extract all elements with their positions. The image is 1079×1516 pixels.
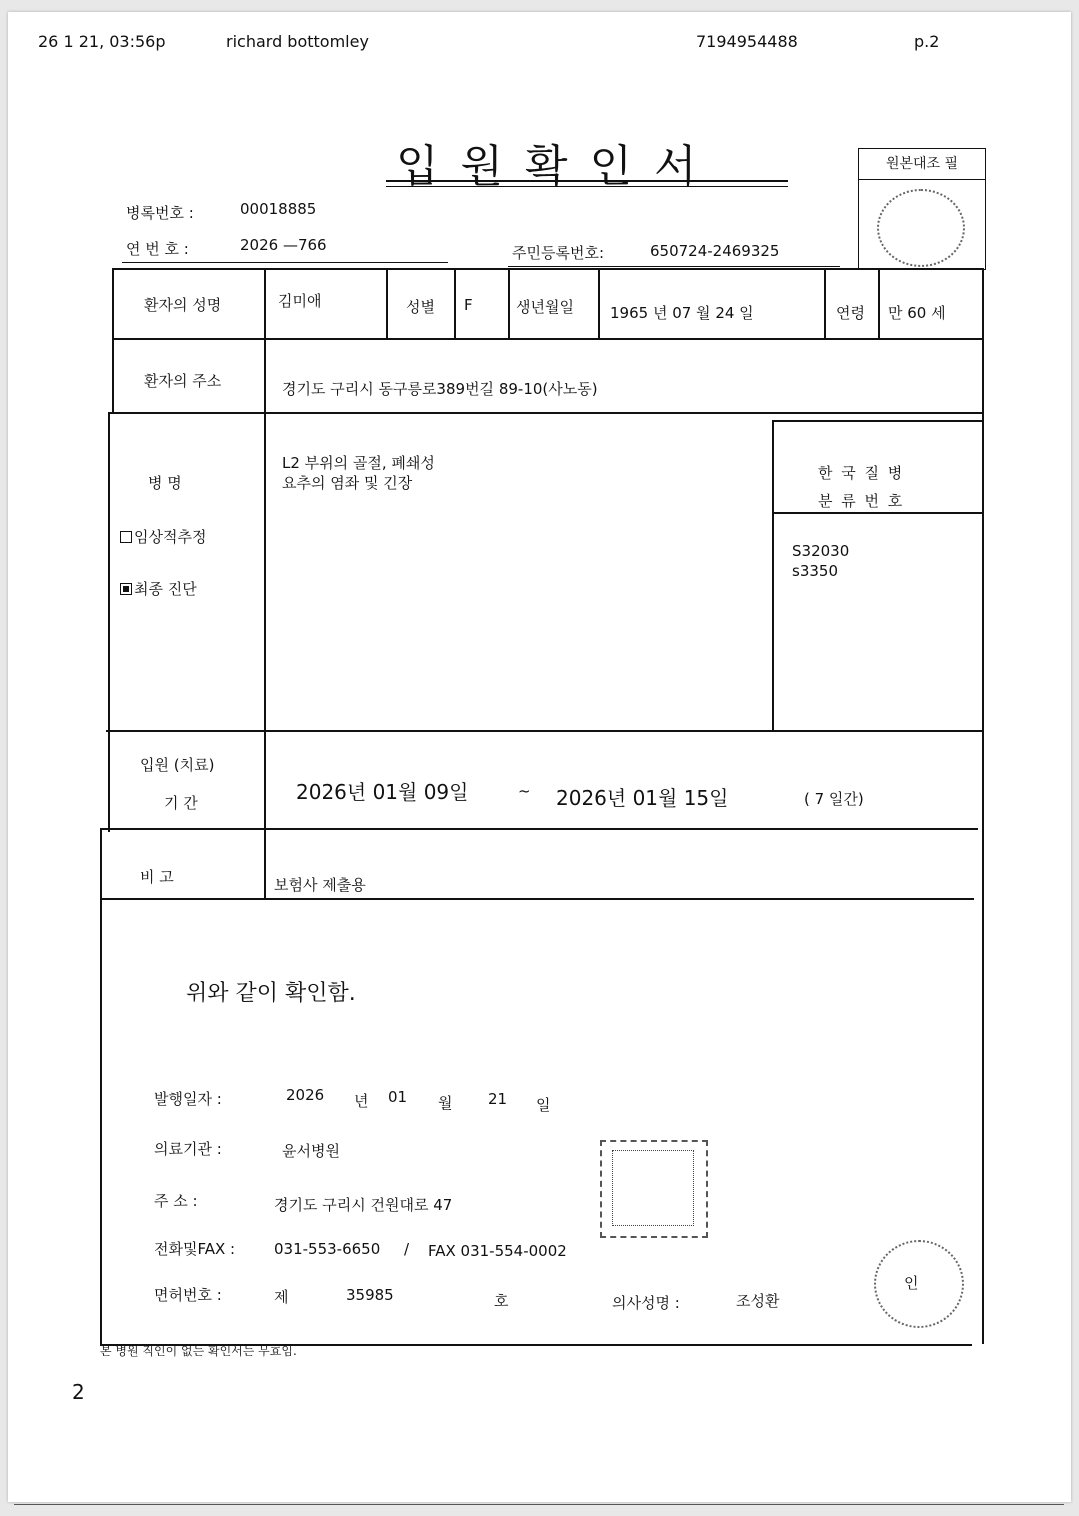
final-checkbox-icon: [120, 583, 132, 595]
clinical-checkbox-icon: [120, 531, 132, 543]
doctor-seal: [874, 1240, 964, 1328]
issue-date-label: 발행일자 :: [154, 1090, 222, 1108]
issue-day: 21: [488, 1090, 508, 1108]
original-copy-seal: [877, 189, 965, 267]
patient-name-label: 환자의 성명: [144, 296, 222, 314]
doctor-seal-text: 인: [904, 1274, 919, 1292]
table-border-left-2: [108, 412, 110, 832]
rrn-underline: [508, 266, 840, 267]
admission-tilde: ~: [518, 782, 531, 800]
original-copy-stamp-box: [858, 148, 986, 270]
remarks-value: 보험사 제출용: [274, 876, 366, 894]
fax-phone: 7194954488: [696, 32, 798, 51]
footnote: 본 병원 직인이 없는 확인서는 무효임.: [100, 1344, 297, 1358]
final-diagnosis-label: 최종 진단: [134, 580, 197, 598]
sex-label: 성별: [406, 298, 435, 316]
diagnosis-line-1: L2 부위의 골절, 폐쇄성: [282, 454, 435, 472]
table-border-left-1: [112, 268, 114, 414]
document-page: [8, 12, 1071, 1502]
issue-month: 01: [388, 1088, 408, 1106]
diagnosis-label: 병 명: [148, 474, 182, 492]
institution-label: 의료기관 :: [154, 1140, 222, 1158]
divider-sex-value: [454, 268, 456, 340]
divider-age-label: [824, 268, 826, 340]
divider-name-sex: [386, 268, 388, 340]
age-value: 만 60 세: [888, 304, 946, 322]
label-column-divider: [264, 268, 266, 900]
kcd-code-1: S32030: [792, 542, 850, 560]
admission-label-1: 입원 (치료): [140, 756, 215, 774]
title-underline-thin: [386, 186, 788, 187]
address-value: 경기도 구리시 동구릉로389번길 89-10(사노동): [282, 380, 598, 398]
kcd-label-2: 분 류 번 호: [818, 492, 905, 510]
issue-year-unit: 년: [354, 1092, 369, 1110]
table-border-top: [112, 268, 984, 270]
table-border-left-3: [100, 828, 102, 1346]
page-number: 2: [72, 1380, 85, 1404]
issue-year: 2026: [286, 1086, 325, 1104]
license-label: 면허번호 :: [154, 1286, 222, 1304]
license-suffix: 호: [494, 1292, 509, 1310]
rrn-number: 650724-2469325: [650, 242, 780, 260]
serial-underline: [122, 262, 448, 263]
issue-month-unit: 월: [438, 1094, 453, 1112]
tel-number: 031-553-6650: [274, 1240, 381, 1258]
doctor-name: 조성환: [736, 1292, 780, 1310]
info-table: [106, 268, 986, 1348]
kcd-label-1: 한 국 질 병: [818, 464, 905, 482]
license-prefix: 제: [274, 1288, 289, 1306]
kcd-top-line: [772, 420, 984, 422]
admission-end: 2026년 01월 15일: [556, 786, 729, 810]
kcd-code-2: s3350: [792, 562, 838, 580]
bottom-edge-line: [14, 1504, 1064, 1505]
stamp-box-label: 원본대조 필: [859, 149, 985, 180]
fax-number: FAX 031-554-0002: [428, 1242, 567, 1260]
final-diagnosis-option: [120, 578, 197, 599]
confirm-statement: 위와 같이 확인함.: [186, 981, 356, 1006]
row-line-3: [106, 730, 982, 732]
institution-address: 경기도 구리시 건원대로 47: [274, 1196, 453, 1214]
divider-age-value: [878, 268, 880, 340]
document-title: 입원확인서: [396, 141, 719, 192]
row-line-2: [108, 412, 984, 414]
age-label: 연령: [836, 304, 865, 322]
title-underline: [386, 180, 788, 182]
dob-label: 생년월일: [516, 298, 574, 316]
remarks-label: 비 고: [140, 868, 174, 886]
rrn-label: 주민등록번호:: [512, 244, 604, 262]
reg-label: 병록번호 :: [126, 204, 194, 222]
patient-name: 김미애: [278, 292, 322, 310]
tel-separator: /: [404, 1240, 410, 1258]
row-line-1: [112, 338, 984, 340]
license-number: 35985: [346, 1286, 394, 1304]
institution-name: 윤서병원: [282, 1142, 340, 1160]
divider-dob-label: [508, 268, 510, 340]
hospital-seal-inner: [612, 1150, 694, 1226]
institution-address-label: 주 소 :: [154, 1192, 198, 1210]
fax-sender: richard bottomley: [226, 32, 369, 51]
kcd-header-line: [772, 512, 984, 514]
divider-dob-value: [598, 268, 600, 340]
diagnosis-line-2: 요추의 염좌 및 긴장: [282, 474, 413, 492]
reg-number: 00018885: [240, 200, 317, 218]
fax-page: p.2: [914, 32, 940, 51]
dob-value: 1965 년 07 월 24 일: [610, 304, 754, 322]
table-border-right: [982, 268, 984, 1344]
fax-datetime: 26 1 21, 03:56p: [38, 32, 166, 51]
doctor-label: 의사성명 :: [612, 1294, 680, 1312]
row-line-4: [102, 828, 978, 830]
row-line-5: [100, 898, 974, 900]
admission-duration: ( 7 일간): [804, 790, 864, 808]
clinical-estimate-option: [120, 526, 206, 547]
sex-value: F: [464, 296, 473, 314]
serial-label: 연 번 호 :: [126, 240, 189, 258]
admission-start: 2026년 01월 09일: [296, 780, 469, 804]
serial-number: 2026 —766: [240, 236, 327, 254]
issue-day-unit: 일: [536, 1096, 551, 1114]
hospital-seal: [600, 1140, 708, 1238]
kcd-column-divider: [772, 420, 774, 732]
admission-label-2: 기 간: [164, 794, 198, 812]
tel-label: 전화및FAX :: [154, 1240, 236, 1258]
clinical-estimate-label: 임상적추정: [134, 528, 207, 546]
address-label: 환자의 주소: [144, 372, 222, 390]
